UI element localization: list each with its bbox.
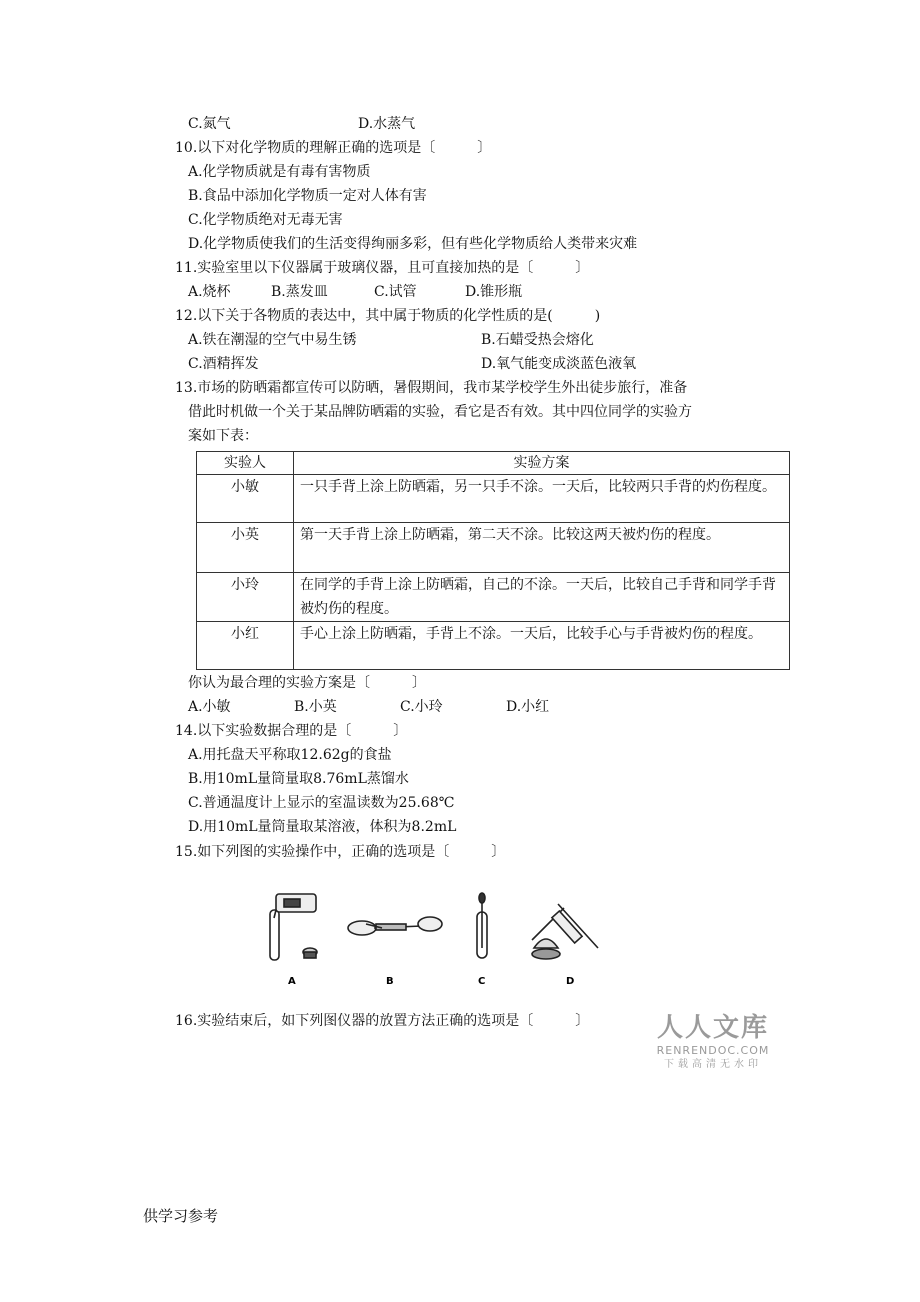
lab-operations-figure	[262, 890, 622, 990]
watermark-title: 人人文库	[656, 1013, 769, 1043]
table-cell-who: 小英	[197, 523, 294, 573]
q11-option-a: A.烧杯	[188, 284, 231, 300]
q9-option-d: D.水蒸气	[358, 116, 416, 132]
figure-label-b: B	[386, 976, 394, 987]
page-footer: 供学习参考	[143, 1207, 219, 1225]
watermark-site: RENRENDOC.COM	[656, 1044, 770, 1057]
table-cell-who: 小红	[197, 622, 294, 670]
q14-option-d: D.用10mL量筒量取某溶液，体积为8.2mL	[188, 819, 457, 835]
figure-label-d: D	[566, 976, 575, 987]
q13-question: 你认为最合理的实验方案是〔 〕	[188, 675, 426, 691]
table-cell-who: 小敏	[197, 475, 294, 523]
q9-option-c: C.氮气	[188, 116, 231, 132]
q13-option-d: D.小红	[506, 699, 550, 715]
q10-option-d: D.化学物质使我们的生活变得绚丽多彩，但有些化学物质给人类带来灾难	[188, 236, 638, 252]
q10-option-b: B.食品中添加化学物质一定对人体有害	[188, 188, 427, 204]
figure-c-dropper	[477, 893, 487, 958]
q13-stem-line2: 借此时机做一个关于某品牌防晒霜的实验，看它是否有效。其中四位同学的实验方	[188, 404, 692, 420]
q14-option-c: C.普通温度计上显示的室温读数为25.68℃	[188, 795, 455, 811]
table-cell-plan: 手心上涂上防晒霜，手背上不涂。一天后，比较手心与手背被灼伤的程度。	[294, 622, 790, 670]
figure-label-a: A	[288, 976, 296, 987]
watermark-slogan: 下载高清无水印	[664, 1059, 762, 1070]
figure-b-holding	[348, 917, 442, 935]
q12-option-d: D.氧气能变成淡蓝色液氧	[481, 356, 637, 372]
q11-option-c: C.试管	[374, 284, 417, 300]
q13-option-c: C.小玲	[400, 699, 443, 715]
q14-option-b: B.用10mL量筒量取8.76mL蒸馏水	[188, 771, 409, 787]
table-header-plan: 实验方案	[294, 452, 790, 475]
table-cell-plan: 第一天手背上涂上防晒霜，第二天不涂。比较这两天被灼伤的程度。	[294, 523, 790, 573]
table-cell-plan: 在同学的手背上涂上防晒霜，自己的不涂。一天后，比较自己手背和同学手背被灼伤的程度。	[294, 573, 790, 622]
table-row	[197, 622, 790, 670]
figure-a-pouring	[270, 894, 317, 960]
experiment-table	[196, 451, 790, 670]
q11-option-b: B.蒸发皿	[271, 284, 328, 300]
q15-stem: 15.如下列图的实验操作中，正确的选项是〔 〕	[175, 844, 506, 860]
watermark	[648, 1012, 778, 1072]
table-row	[197, 523, 790, 573]
figure-label-c: C	[478, 976, 486, 987]
table-cell-who: 小玲	[197, 573, 294, 622]
q13-stem-line3: 案如下表：	[188, 428, 258, 444]
q13-stem-line1: 13.市场的防晒霜都宣传可以防晒，暑假期间，我市某学校学生外出徒步旅行，准备	[175, 380, 688, 396]
q11-option-d: D.锥形瓶	[465, 284, 523, 300]
table-cell-plan: 一只手背上涂上防晒霜，另一只手不涂。一天后，比较两只手背的灼伤程度。	[294, 475, 790, 523]
q13-option-a: A.小敏	[188, 699, 231, 715]
table-header-who: 实验人	[197, 452, 294, 475]
q12-stem: 12.以下关于各物质的表达中，其中属于物质的化学性质的是( )	[175, 308, 601, 324]
q10-option-c: C.化学物质绝对无毒无害	[188, 212, 343, 228]
q14-option-a: A.用托盘天平称取12.62g的食盐	[188, 747, 392, 763]
table-header-row	[197, 452, 790, 475]
q14-stem: 14.以下实验数据合理的是〔 〕	[175, 723, 408, 739]
q12-option-b: B.石蜡受热会熔化	[481, 332, 594, 348]
figure-d-heating	[532, 904, 598, 959]
q10-stem: 10.以下对化学物质的理解正确的选项是〔 〕	[175, 140, 492, 156]
q13-option-b: B.小英	[294, 699, 337, 715]
q12-option-c: C.酒精挥发	[188, 356, 259, 372]
q10-option-a: A.化学物质就是有毒有害物质	[188, 164, 371, 180]
table-row	[197, 475, 790, 523]
table-row	[197, 573, 790, 622]
q11-stem: 11.实验室里以下仪器属于玻璃仪器，且可直接加热的是〔 〕	[175, 260, 590, 276]
q16-stem: 16.实验结束后，如下列图仪器的放置方法正确的选项是〔 〕	[175, 1013, 590, 1029]
q12-option-a: A.铁在潮湿的空气中易生锈	[188, 332, 357, 348]
